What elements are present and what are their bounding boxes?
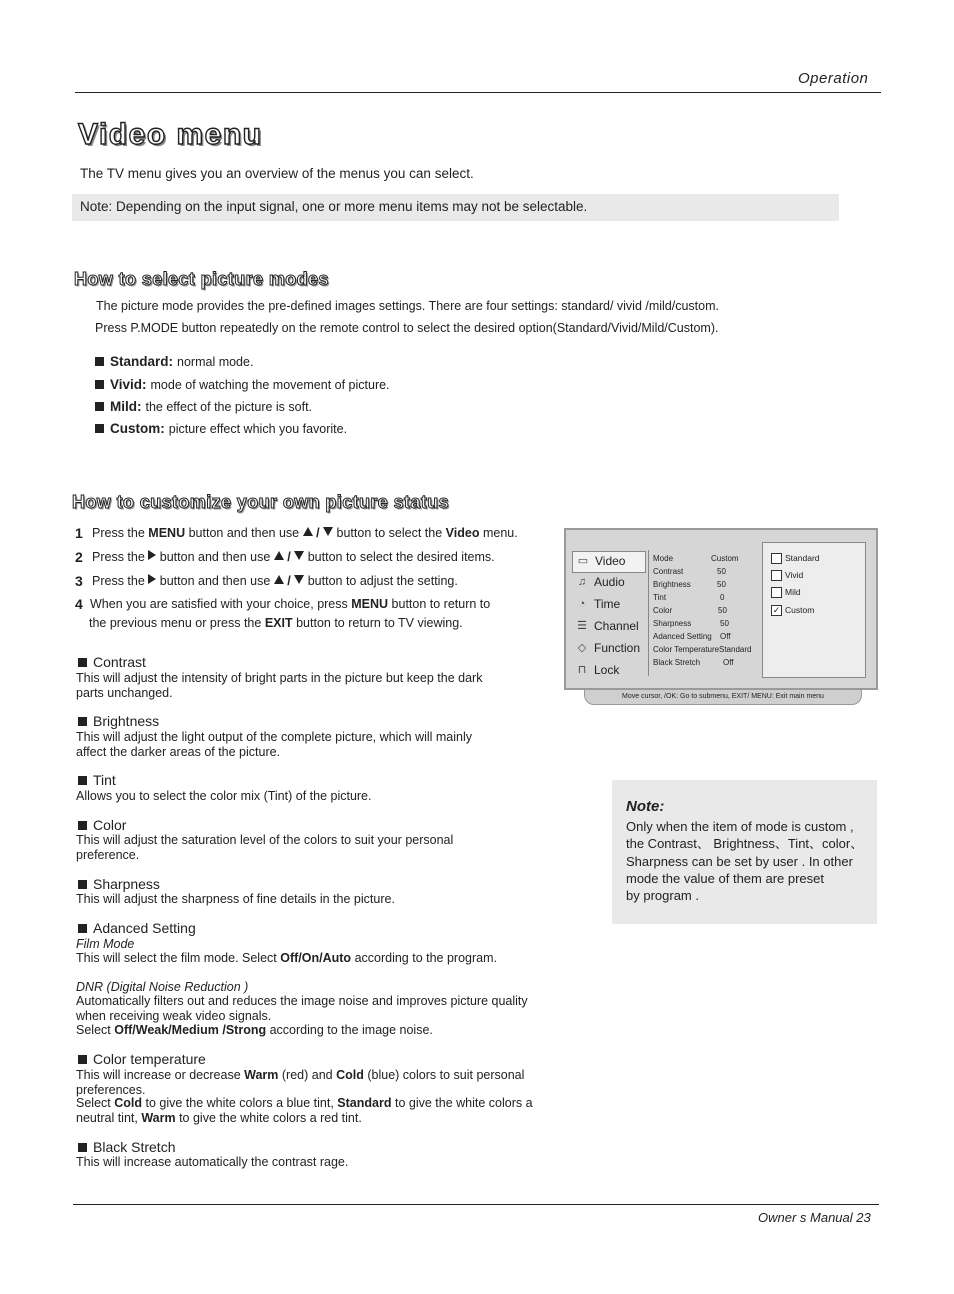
osd-row-label: Color Temperature xyxy=(653,645,720,654)
down-arrow-icon xyxy=(294,575,304,584)
down-arrow-icon xyxy=(323,527,333,536)
option-label: Standard xyxy=(785,553,820,563)
clock-icon: ◔ xyxy=(578,598,586,610)
osd-row-value: 50 xyxy=(718,606,727,615)
mode-item xyxy=(95,354,253,369)
item-text-brightness: This will adjust the light output of the complete picture, which will mainly affect the darker areas of the picture. xyxy=(76,730,473,759)
lock-icon: ⊓ xyxy=(577,664,587,676)
note-line: by program . xyxy=(626,888,699,904)
step-number: 2 xyxy=(75,549,83,565)
page-title: Video menu xyxy=(78,118,263,151)
diamond-icon: ◇ xyxy=(577,642,587,654)
option-label: Custom xyxy=(785,605,815,615)
checkbox-custom-checked: ✓ xyxy=(772,605,781,615)
header-rule xyxy=(75,92,881,93)
up-arrow-icon xyxy=(274,551,284,560)
step-text: Press the MENU button and then use / button to select the Video menu. xyxy=(92,526,518,540)
osd-row-value: 50 xyxy=(717,567,726,576)
channel-icon: ☰ xyxy=(577,620,587,632)
item-heading-contrast: Contrast xyxy=(78,654,146,670)
item-heading-color-temperature: Color temperature xyxy=(78,1051,206,1067)
osd-tab-lock: ⊓ Lock xyxy=(572,661,644,681)
item-text-contrast: This will adjust the intensity of bright parts in the picture but keep the dark parts unchanged. xyxy=(76,671,483,700)
step-text: When you are satisfied with your choice, press MENU button to return to xyxy=(90,597,491,611)
note-line: mode the value of them are preset xyxy=(626,870,825,886)
section-label: Operation xyxy=(798,70,869,87)
osd-row-value: 0 xyxy=(720,593,725,602)
mode-desc: normal mode. xyxy=(177,355,254,369)
modes-line-1: The picture mode provides the pre-defined images settings. There are four settings: standard/ vivid /mild/custom. xyxy=(96,299,719,313)
step-text-continued: the previous menu or press the EXIT button to return to TV viewing. xyxy=(89,616,463,630)
bullet-square xyxy=(95,402,104,411)
osd-row-label: Brightness xyxy=(653,580,691,589)
item-heading-color: Color xyxy=(78,817,126,833)
checkbox-vivid xyxy=(771,570,782,581)
osd-row-label: Sharpness xyxy=(653,619,692,628)
osd-mode-options xyxy=(762,542,866,678)
item-text-color: This will adjust the saturation level of the colors to suit your personal preference. xyxy=(76,833,454,862)
item-heading-sharpness: Sharpness xyxy=(78,876,160,892)
mode-term: Mild: xyxy=(110,399,142,414)
mode-item xyxy=(95,399,312,414)
step-text: Press the button and then use / button to adjust the setting. xyxy=(92,574,458,588)
checkbox-standard xyxy=(771,553,782,564)
osd-tab-function: ◇ Function xyxy=(572,639,644,659)
mode-desc: picture effect which you favorite. xyxy=(168,422,348,436)
item-heading-brightness: Brightness xyxy=(78,713,159,729)
bullet-square xyxy=(95,424,104,433)
note-line: the Contrast、 Brightness、Tint、color、 xyxy=(626,836,864,852)
step-number: 3 xyxy=(75,573,83,589)
up-arrow-icon xyxy=(274,575,284,584)
osd-row-label: Color xyxy=(653,606,673,615)
osd-settings-panel xyxy=(648,550,757,676)
item-text-sharpness: This will adjust the sharpness of fine details in the picture. xyxy=(76,892,395,906)
option-label: Vivid xyxy=(785,570,804,580)
modes-heading: How to select picture modes xyxy=(74,269,329,289)
dnr-label: DNR (Digital Noise Reduction ) xyxy=(76,980,249,994)
film-mode-text: This will select the film mode. Select Off/On/Auto according to the program. xyxy=(76,951,498,965)
step-text: Press the button and then use / button to select the desired items. xyxy=(92,550,495,564)
osd-row-value: 50 xyxy=(720,619,729,628)
osd-row-label: Adanced Setting xyxy=(653,632,712,641)
mode-term: Standard: xyxy=(110,354,174,369)
note-line: Only when the item of mode is custom , xyxy=(626,819,854,834)
color-temp-text-1: This will increase or decrease Warm (red) and Cold (blue) colors to suit personal preferences. xyxy=(76,1068,525,1097)
osd-row-label: Mode xyxy=(653,554,674,563)
option-label: Mild xyxy=(785,587,801,597)
osd-row-value: Off xyxy=(723,658,734,667)
right-arrow-icon xyxy=(148,574,156,584)
osd-row-value: Standard xyxy=(719,645,752,654)
intro-text: The TV menu gives you an overview of the menus you can select. xyxy=(80,166,474,181)
osd-row-label: Contrast xyxy=(653,567,684,576)
osd-tab-video: ▭ Video xyxy=(572,551,646,573)
page-footer: Owner s Manual 23 xyxy=(758,1210,871,1225)
mode-item xyxy=(95,377,390,392)
dnr-select-text: Select Off/Weak/Medium /Strong according to the image noise. xyxy=(76,1023,433,1037)
footer-rule xyxy=(73,1204,879,1205)
mode-desc: the effect of the picture is soft. xyxy=(145,400,313,414)
item-heading-black-stretch: Black Stretch xyxy=(78,1139,175,1155)
down-arrow-icon xyxy=(294,551,304,560)
osd-row-value: Off xyxy=(720,632,731,641)
item-heading-advanced: Adanced Setting xyxy=(78,920,196,936)
osd-row-value: Custom xyxy=(711,554,739,563)
osd-tab-channel: ☰ Channel xyxy=(572,617,644,637)
step-number: 1 xyxy=(75,525,83,541)
music-icon: ♫ xyxy=(577,576,587,588)
film-mode-label: Film Mode xyxy=(76,937,135,951)
tv-icon: ▭ xyxy=(577,555,589,567)
note-title: Note: xyxy=(626,798,665,815)
osd-tab-audio: ♫ Audio xyxy=(572,573,644,593)
bullet-square xyxy=(95,357,104,366)
osd-row-value: 50 xyxy=(717,580,726,589)
color-temp-text-2: Select Cold to give the white colors a blue tint, Standard to give the white colors a neutral tint, Warm to give the white colors a red tint. xyxy=(76,1096,533,1125)
osd-row-label: Tint xyxy=(653,593,667,602)
osd-row-label: Black Stretch xyxy=(653,658,701,667)
osd-footer-hint: Move cursor, /OK: Go to submenu, EXIT/ MENU: Exit main menu xyxy=(584,690,862,705)
mode-item xyxy=(95,421,347,436)
item-heading-tint: Tint xyxy=(78,772,116,788)
note-box xyxy=(612,780,877,924)
note-line: Sharpness can be set by user . In other xyxy=(626,853,853,869)
dnr-text: Automatically filters out and reduces the image noise and improves picture quality when receiving weak video signals. xyxy=(76,994,528,1023)
checkbox-mild xyxy=(771,587,782,598)
up-arrow-icon xyxy=(303,527,313,536)
item-text-black-stretch: This will increase automatically the contrast rage. xyxy=(76,1155,349,1169)
mode-term: Vivid: xyxy=(110,377,147,392)
note-body xyxy=(626,818,876,904)
note-bar xyxy=(72,194,839,221)
step-number: 4 xyxy=(75,596,83,612)
right-arrow-icon xyxy=(148,550,156,560)
note-bar-text: Note: Depending on the input signal, one or more menu items may not be selectable. xyxy=(80,199,588,214)
modes-line-2: Press P.MODE button repeatedly on the remote control to select the desired option(Standard/Vivid/Mild/Custom). xyxy=(95,321,719,335)
osd-tab-time: ◔ Time xyxy=(572,595,644,615)
item-text-tint: Allows you to select the color mix (Tint) of the picture. xyxy=(76,789,372,803)
osd-menu xyxy=(564,528,878,690)
bullet-square xyxy=(95,380,104,389)
mode-desc: mode of watching the movement of picture. xyxy=(150,378,390,392)
mode-term: Custom: xyxy=(110,421,165,436)
customize-heading: How to customize your own picture status xyxy=(72,492,450,512)
